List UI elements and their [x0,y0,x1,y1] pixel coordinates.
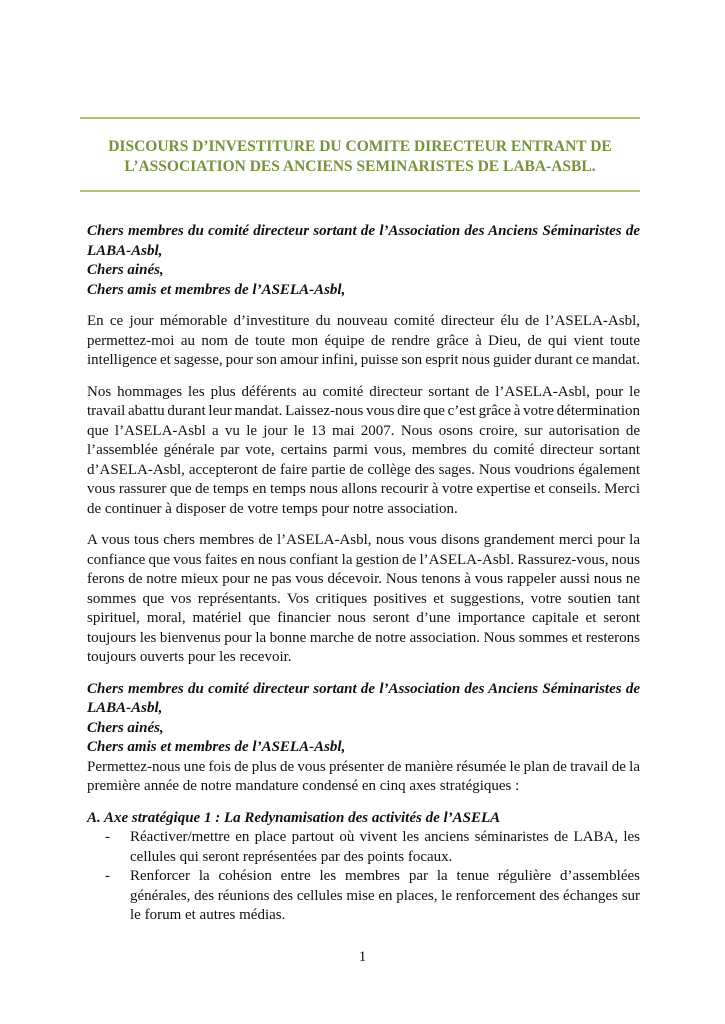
paragraph-1 [87,312,640,371]
bullet-item [87,867,640,926]
text-line: En ce jour mémorable d’investiture du nouveau comité directeur élu de l’ASELA-Asbl, [87,313,640,329]
text-line: générales, des réunions des cellules mise en places, le renforcement des échanges sur [130,887,641,904]
text-line: LABA-Asbl, [87,700,163,716]
text-line: que l’ASELA-Asbl a vu le jour le 13 mai 2007. Nous osons croire, sur autorisation de [87,422,640,439]
paragraph-3 [87,531,640,668]
text-line: première année de notre mandature condensé en cinq axes stratégiques : [87,778,520,794]
text-line: toujours ouverts pour les recevoir. [87,649,292,665]
document-body [87,222,640,967]
axis-heading: A. Axe stratégique 1 : La Redynamisation des activités de l’ASELA [87,809,501,826]
text-line: Chers ainés, [87,262,164,278]
text-line: cellules qui seront représentées par des points focaux. [130,848,453,865]
text-line: Nos hommages les plus déférents au comité directeur sortant de l’ASELA-Asbl, pour le [87,383,640,400]
text-line: ferons de notre mieux pour ne pas vous décevoir. Nous tenons à vous rappeler aussi nous ne [87,571,640,587]
text-line: vous rassurer que de temps en temps nous allons recourir à votre expertise et conseils. Merci [87,481,640,497]
text-line: confiance que vous faites en nous confiant la gestion de l’ASELA-Asbl. Rassurez-vous, nous [87,551,640,568]
text-line: de continuer à disposer de votre temps pour notre association. [87,500,458,517]
title-line: DISCOURS D’INVESTITURE DU COMITE DIRECTEUR ENTRANT DE [108,138,612,155]
text-line: Renforcer la cohésion entre les membres par la tenue régulière d’assemblées [130,868,640,884]
text-line: sommes que vos représentants. Vos critiques positives et suggestions, votre soutien tant [87,590,640,607]
page-number: 1 [358,948,367,965]
text-line: toujours les bienvenus pour la bonne marche de notre association. Nous sommes et resterons [87,629,640,646]
text-line: d’ASELA-Asbl, accepteront de faire partie de collège des sages. Nous voudrions également [87,461,640,478]
bullet-item [87,828,640,867]
text-line: Chers membres du comité directeur sortant de l’Association des Anciens Séminaristes de [87,223,640,239]
text-line: LABA-Asbl, [87,242,163,259]
text-line: Réactiver/mettre en place partout où vivent les anciens séminaristes de LABA, les [130,829,640,845]
text-line: permettez-moi au nom de toute mon équipe de rendre grâce à Dieu, de qui vient toute [87,332,640,349]
text-line: intelligence et sagesse, pour son amour infini, puisse son esprit nous guider durant ce mandat. [87,352,640,368]
text-line: Permettez-nous une fois de plus de vous présenter de manière résumée le plan de travail de la [87,758,640,775]
text-line: spirituel, moral, matériel que financier nous seront d’une importance capitale et seront [87,610,640,626]
text-line: le forum et autres médias. [130,907,286,923]
text-line: l’assemblée générale par vote, certains parmi vous, membres du comité directeur sortant [87,442,640,458]
top-rule [80,117,640,119]
text-line: Chers membres du comité directeur sortant de l’Association des Anciens Séminaristes de [87,680,640,697]
bullet-dash: - [105,868,110,884]
text-line: A vous tous chers membres de l’ASELA-Asbl, nous vous disons grandement merci pour la [87,532,640,548]
bottom-rule [80,190,640,192]
text-line: travail abattu durant leur mandat. Laissez-nous vous dire que c’est grâce à votre détermination [87,403,640,419]
salutation-1 [87,222,640,300]
text-line: Chers amis et membres de l’ASELA-Asbl, [87,739,346,755]
bullet-dash: - [105,829,110,845]
salutation-2-and-intro [87,680,640,797]
text-line: Chers amis et membres de l’ASELA-Asbl, [87,281,346,298]
document-title [80,137,640,176]
title-line: L’ASSOCIATION DES ANCIENS SEMINARISTES DE LABA-ASBL. [124,157,596,175]
text-line: Chers ainés, [87,719,164,736]
paragraph-2 [87,383,640,520]
